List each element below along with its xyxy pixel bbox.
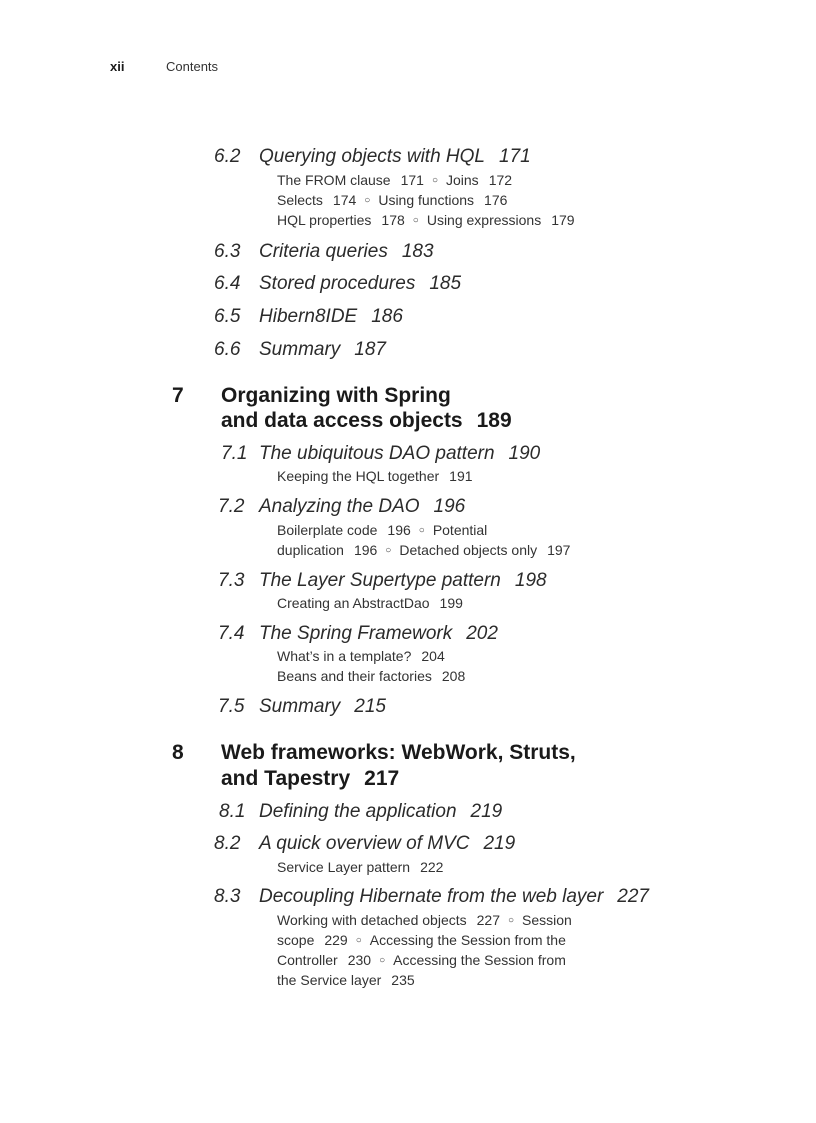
section-number: 7.1	[221, 443, 248, 464]
section-entry[interactable]	[259, 339, 386, 361]
section-number: 7.2	[218, 496, 245, 517]
section-entry[interactable]	[259, 241, 434, 263]
section-title: Hibern8IDE	[259, 306, 358, 327]
section-title: Defining the application	[259, 801, 457, 822]
subsection-line	[277, 912, 572, 928]
chapter-number: 7	[172, 384, 184, 407]
subsection-line	[277, 522, 487, 538]
subsection-line	[277, 212, 575, 228]
section-number: 6.6	[214, 339, 241, 360]
subsection-line	[277, 648, 445, 664]
subsection-title: Beans and their factories	[277, 668, 432, 684]
section-entry[interactable]	[259, 833, 515, 855]
subsection-line	[277, 932, 566, 948]
section-title: Analyzing the DAO	[259, 496, 420, 517]
section-number: 7.4	[218, 623, 245, 644]
subsection-title: the Service layer	[277, 972, 382, 988]
subsection-title: scope	[277, 932, 315, 948]
subsection-page: 197	[547, 542, 571, 558]
subsection-page: 230	[347, 952, 372, 968]
section-entry[interactable]	[259, 570, 547, 592]
subsection-title: Using expressions	[426, 212, 542, 228]
section-title: The Spring Framework	[259, 623, 453, 644]
subsection-title: Creating an AbstractDao	[277, 595, 430, 611]
section-entry[interactable]	[259, 886, 649, 908]
section-number: 6.4	[214, 273, 241, 294]
subsection-title: Joins	[446, 172, 479, 188]
section-number: 8.2	[214, 833, 241, 854]
bullet-icon: ○	[355, 935, 362, 946]
section-page: 202	[466, 623, 498, 644]
subsection-page: 172	[488, 172, 513, 188]
subsection-page: 204	[421, 648, 445, 664]
section-title: Criteria queries	[259, 241, 388, 262]
subsection-line	[277, 952, 566, 968]
section-page: 219	[483, 833, 516, 854]
subsection-line	[277, 172, 512, 188]
subsection-page: 191	[449, 468, 473, 484]
section-entry[interactable]	[259, 623, 498, 645]
subsection-title: Accessing the Session from the	[369, 932, 566, 948]
subsection-title: Session	[522, 912, 572, 928]
chapter-title-line1[interactable]: Web frameworks: WebWork, Struts,	[221, 741, 576, 764]
section-title: The Layer Supertype pattern	[259, 570, 501, 591]
section-page: 196	[433, 496, 466, 517]
subsection-title: Service Layer pattern	[277, 859, 411, 875]
subsection-line	[277, 668, 465, 684]
subsection-title: Using functions	[378, 192, 475, 208]
subsection-title: Keeping the HQL together	[277, 468, 440, 484]
section-entry[interactable]	[259, 443, 540, 465]
subsection-page: 208	[441, 668, 466, 684]
subsection-page: 227	[476, 912, 500, 928]
subsection-page: 176	[484, 192, 508, 208]
bullet-icon: ○	[412, 215, 419, 226]
subsection-line	[277, 595, 463, 611]
subsection-page: 178	[381, 212, 405, 228]
bullet-icon: ○	[431, 175, 438, 186]
section-title: Summary	[259, 339, 341, 360]
subsection-title: Controller	[277, 952, 338, 968]
section-number: 6.2	[214, 146, 241, 167]
chapter-entry[interactable]	[221, 409, 512, 433]
subsection-page: 179	[551, 212, 575, 228]
bullet-icon: ○	[418, 525, 425, 536]
subsection-page: 171	[400, 172, 424, 188]
chapter-title-line2: and Tapestry	[221, 767, 351, 790]
subsection-page: 196	[353, 542, 378, 558]
chapter-page: 189	[476, 409, 512, 432]
chapter-page: 217	[364, 767, 400, 790]
bullet-icon: ○	[379, 955, 386, 966]
subsection-page: 222	[420, 859, 444, 875]
subsection-line	[277, 192, 507, 208]
section-entry[interactable]	[259, 306, 403, 328]
section-title: Summary	[259, 696, 341, 717]
subsection-title: Working with detached objects	[277, 912, 467, 928]
subsection-line	[277, 859, 443, 875]
section-page: 198	[514, 570, 547, 591]
bullet-icon: ○	[507, 915, 515, 926]
section-number: 7.3	[218, 570, 245, 591]
section-page: 219	[470, 801, 503, 822]
section-page: 183	[401, 241, 434, 262]
subsection-page: 229	[324, 932, 348, 948]
subsection-line	[277, 542, 570, 558]
section-number: 7.5	[218, 696, 245, 717]
section-title: The ubiquitous DAO pattern	[259, 443, 495, 464]
section-title: Querying objects with HQL	[259, 146, 485, 167]
chapter-number: 8	[172, 741, 184, 764]
chapter-title-line2: and data access objects	[221, 409, 463, 432]
subsection-title: Accessing the Session from	[393, 952, 566, 968]
subsection-title: Selects	[277, 192, 323, 208]
subsection-page: 235	[391, 972, 415, 988]
section-page: 187	[354, 339, 386, 360]
subsection-title: Potential	[432, 522, 488, 538]
page-number: xii	[110, 59, 125, 74]
section-page: 215	[354, 696, 386, 717]
section-number: 8.3	[214, 886, 241, 907]
section-number: 6.3	[214, 241, 241, 262]
chapter-entry[interactable]	[221, 767, 399, 791]
section-entry[interactable]	[259, 696, 386, 718]
section-number: 8.1	[219, 801, 246, 822]
subsection-title: The FROM clause	[277, 172, 391, 188]
section-page: 190	[508, 443, 541, 464]
chapter-title-line1[interactable]: Organizing with Spring	[221, 384, 451, 407]
section-title: Stored procedures	[259, 273, 416, 294]
section-page: 185	[429, 273, 462, 294]
subsection-page: 174	[332, 192, 357, 208]
subsection-title: Detached objects only	[399, 542, 538, 558]
section-page: 171	[499, 146, 531, 167]
section-number: 6.5	[214, 306, 241, 327]
subsection-title: What’s in a template?	[277, 648, 412, 664]
section-page: 186	[371, 306, 403, 327]
section-page: 227	[617, 886, 649, 907]
subsection-title: Boilerplate code	[277, 522, 378, 538]
subsection-title: HQL properties	[277, 212, 372, 228]
section-entry[interactable]	[259, 273, 461, 295]
subsection-title: duplication	[277, 542, 344, 558]
subsection-page: 196	[387, 522, 411, 538]
subsection-line	[277, 468, 473, 484]
section-title: A quick overview of MVC	[259, 833, 470, 854]
section-entry[interactable]	[259, 801, 502, 823]
bullet-icon: ○	[364, 195, 371, 206]
subsection-line	[277, 972, 415, 988]
subsection-page: 199	[439, 595, 463, 611]
bullet-icon: ○	[385, 545, 392, 556]
section-entry[interactable]	[259, 496, 465, 518]
section-entry[interactable]	[259, 146, 531, 168]
section-title: Decoupling Hibernate from the web layer	[259, 886, 604, 907]
running-title: Contents	[166, 59, 219, 74]
